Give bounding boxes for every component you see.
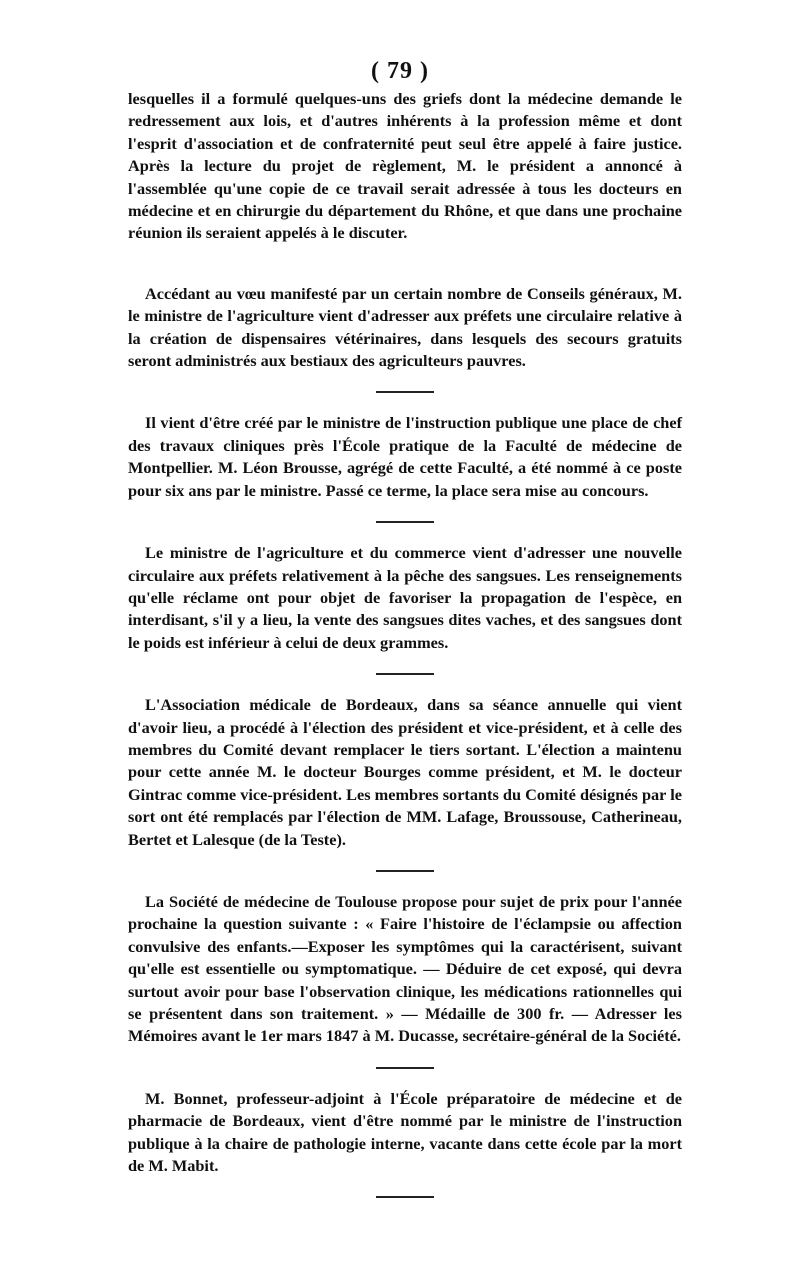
paragraph-montpellier: Il vient d'être créé par le ministre de l'instruction publique une place de chef des travaux cliniques près l'École pratique de la Faculté de médecine de Montpellier. M. Léon Brousse, agrégé de cette Faculté, a été nommé à ce poste pour six ans par le ministre. Passé ce terme, la place sera mise au concours. — [128, 413, 682, 500]
paragraph-toulouse-prix: La Société de médecine de Toulouse propose pour sujet de prix pour l'année prochaine la question suivante : « Faire l'histoire de l'éclampsie ou affection convulsive des enfants.—Exposer les symptômes qui la caractérisent, suivant qu'elle est essentielle ou symptomatique. — Déduire de cet exposé, qui devra surtout avoir pour base l'observation clinique, les médications rationnelles qui se présentent dans son traitement. » — Médaille de 300 fr. — Adresser les Mémoires avant le 1er mars 1847 à M. Ducasse, secrétaire-général de la Société. — [128, 891, 682, 1046]
paragraph-gap — [128, 245, 682, 283]
separator — [128, 1048, 682, 1088]
separator-rule — [376, 1196, 434, 1198]
separator-rule — [376, 391, 434, 393]
separator — [128, 654, 682, 694]
separator — [128, 502, 682, 542]
paragraph-bordeaux-association: L'Association médicale de Bordeaux, dans sa séance annuelle qui vient d'avoir lieu, a procédé à l'élection des président et vice-président, et à celle des membres du Comité devant remplacer le tiers sortant. L'élection a maintenu pour cette année M. le docteur Bourges comme président, et M. le docteur Gintrac comme vice-président. Les membres sortants du Comité désignés par le sort ont été remplacés par l'élection de MM. Lafage, Broussouse, Catherineau, Bertet et Lalesque (de la Teste). — [128, 695, 682, 849]
separator — [128, 851, 682, 891]
page-body — [128, 88, 682, 1217]
paragraph-dispensaires: Accédant au vœu manifesté par un certain nombre de Conseils généraux, M. le ministre de l'agriculture vient d'adresser aux préfets une circulaire relative à la création de dispensaires vétérinaires, dans lesquels des secours gratuits seront administrés aux bestiaux des agriculteurs pauvres. — [128, 283, 682, 371]
separator-rule — [376, 870, 434, 872]
page-number: ( 79 ) — [371, 58, 429, 84]
separator — [128, 1177, 682, 1217]
separator-rule — [376, 521, 434, 523]
separator-rule — [376, 673, 434, 675]
separator-rule — [376, 1067, 434, 1069]
separator — [128, 372, 682, 412]
paragraph-continuation: lesquelles il a formulé quelques-uns des griefs dont la médecine demande le redressement aux lois, et d'autres inhérents à la profession même et dont l'esprit d'association et de confraternité peut seul être appelé à faire justice. Après la lecture du projet de règlement, M. le président a annoncé à l'assemblée qu'une copie de ce travail serait adressée à tous les docteurs en médecine et en chirurgie du département du Rhône, et que dans une prochaine réunion ils seraient appelés à le discuter. — [128, 89, 682, 243]
paragraph-sangsues: Le ministre de l'agriculture et du commerce vient d'adresser une nouvelle circulaire aux préfets relativement à la pêche des sangsues. Les renseignements qu'elle réclame ont pour objet de favoriser la propagation de l'espèce, en interdisant, s'il y a lieu, la vente des sangsues dites vaches, et des sangsues dont le poids est inférieur à celui de deux grammes. — [128, 543, 682, 652]
paragraph-bonnet: M. Bonnet, professeur-adjoint à l'École préparatoire de médecine et de pharmacie de Bordeaux, vient d'être nommé par le ministre de l'instruction publique à la chaire de pathologie interne, vacante dans cette école par la mort de M. Mabit. — [128, 1088, 682, 1176]
